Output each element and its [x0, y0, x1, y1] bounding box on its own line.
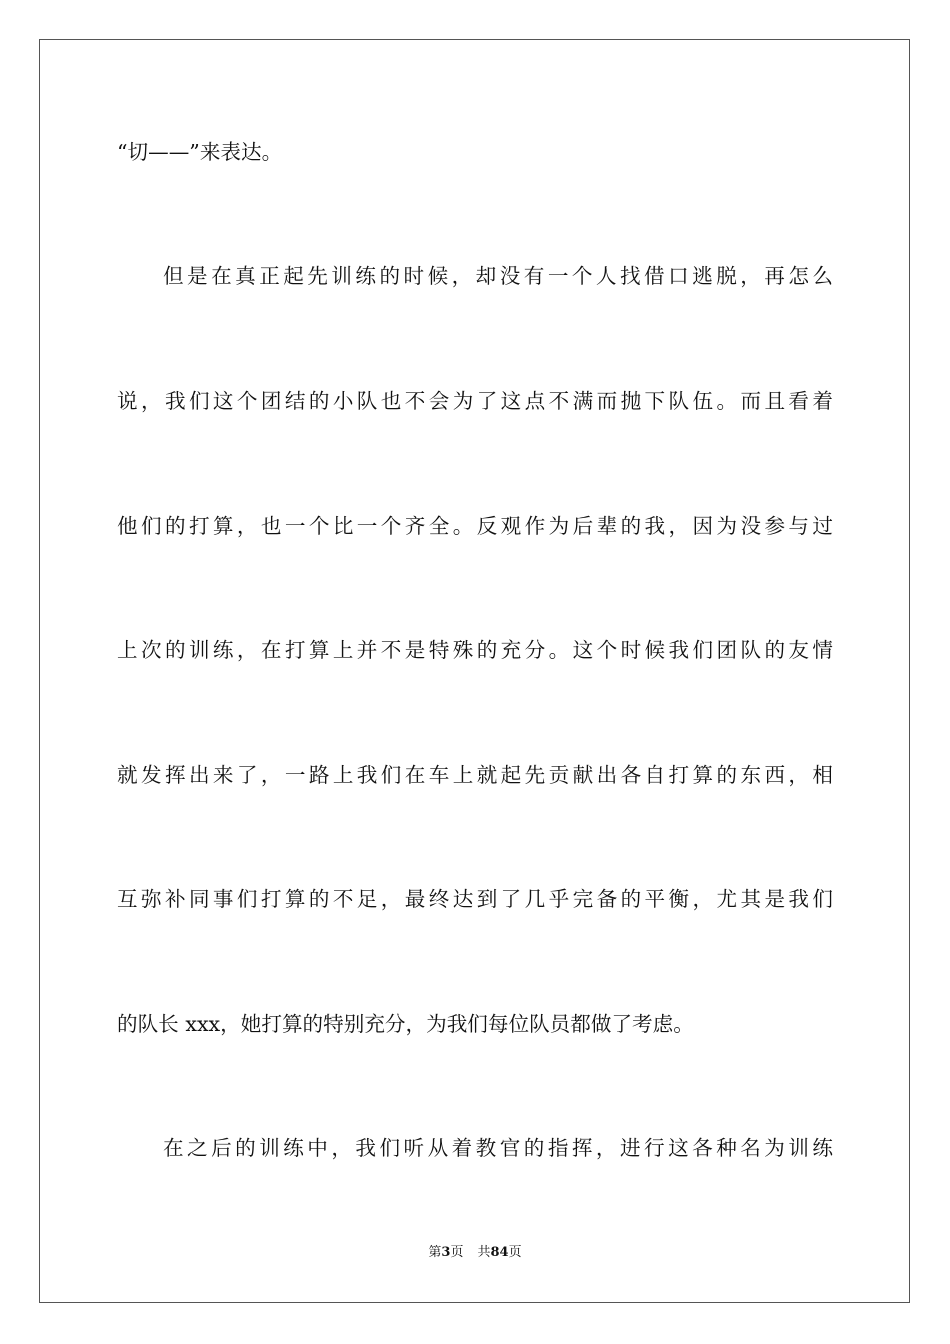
paragraph-first-line: 但是在真正起先训练的时候，却没有一个人找借口逃脱，再怎么	[163, 264, 833, 288]
total-label-suffix: 页	[508, 1245, 522, 1260]
page-label-prefix: 第	[428, 1245, 442, 1260]
total-pages: 84	[490, 1245, 509, 1260]
page-number: 3	[441, 1245, 451, 1260]
text-line: 互弥补同事们打算的不足，最终达到了几乎完备的平衡，尤其是我们	[117, 887, 833, 911]
paragraph-first-line: 在之后的训练中，我们听从着教官的指挥，进行这各种名为训练	[163, 1136, 833, 1160]
text-line: 上次的训练，在打算上并不是特殊的充分。这个时候我们团队的友情	[117, 638, 833, 662]
page-label-suffix: 页	[450, 1245, 464, 1260]
total-label-prefix: 共	[477, 1245, 491, 1260]
text-line: “切——”来表达。	[117, 140, 283, 164]
page-footer	[0, 1244, 950, 1262]
text-line: 说，我们这个团结的小队也不会为了这点不满而抛下队伍。而且看着	[117, 389, 833, 413]
text-line: 的队长 xxx，她打算的特别充分，为我们每位队员都做了考虑。	[117, 1012, 694, 1036]
text-line: 就发挥出来了，一路上我们在车上就起先贡献出各自打算的东西，相	[117, 763, 833, 787]
text-line: 他们的打算，也一个比一个齐全。反观作为后辈的我，因为没参与过	[117, 514, 833, 538]
page-border	[39, 39, 910, 1303]
